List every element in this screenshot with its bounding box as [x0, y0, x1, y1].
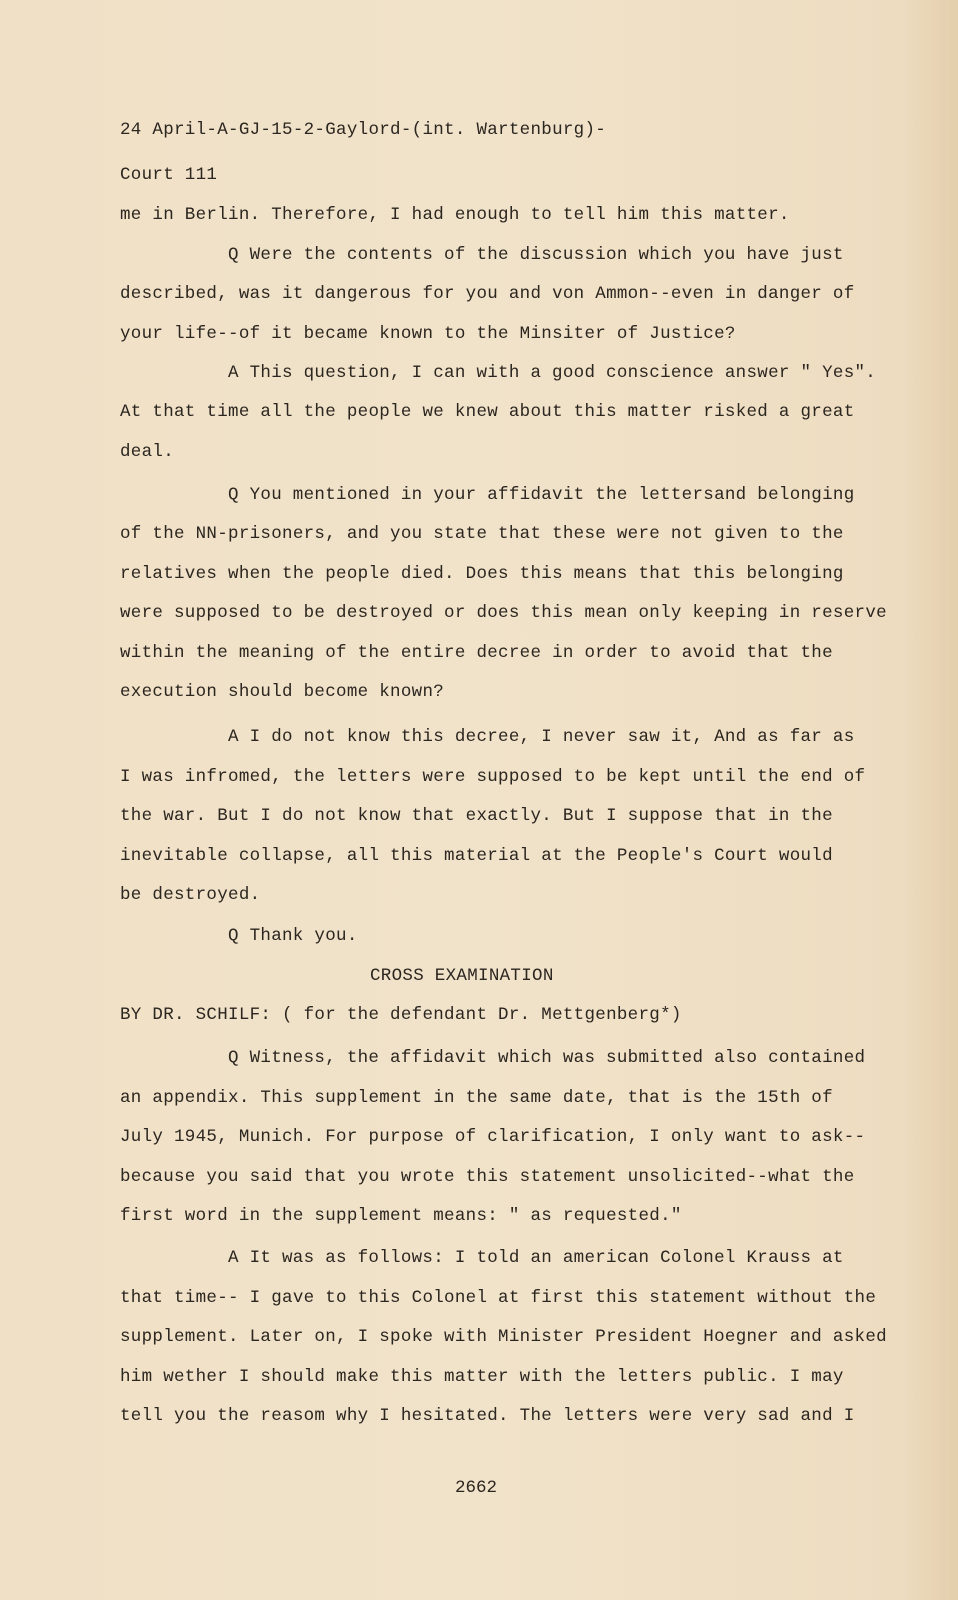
text-line: that time-- I gave to this Colonel at first this statement without the: [120, 1288, 877, 1308]
text-line: deal.: [120, 442, 175, 462]
text-line: described, was it dangerous for you and von Ammon--even in danger of: [120, 284, 855, 304]
text-line: were supposed to be destroyed or does this mean only keeping in reserve: [120, 603, 887, 623]
page-number: 2662: [455, 1478, 498, 1498]
text-line: first word in the supplement means: " as requested.": [120, 1206, 682, 1226]
text-line: within the meaning of the entire decree in order to avoid that the: [120, 643, 833, 663]
text-line: A I do not know this decree, I never saw it, And as far as: [228, 727, 855, 747]
text-line: him wether I should make this matter with the letters public. I may: [120, 1367, 844, 1387]
text-line: be destroyed.: [120, 885, 261, 905]
text-line: I was infromed, the letters were supposed to be kept until the end of: [120, 767, 866, 787]
text-line: execution should become known?: [120, 682, 445, 702]
text-line: At that time all the people we knew about this matter risked a great: [120, 402, 855, 422]
text-line: A It was as follows: I told an american Colonel Krauss at: [228, 1248, 844, 1268]
text-line: Q Witness, the affidavit which was submitted also contained: [228, 1048, 866, 1068]
text-line: relatives when the people died. Does this means that this belonging: [120, 564, 844, 584]
text-line: BY DR. SCHILF: ( for the defendant Dr. Mettgenberg*): [120, 1005, 682, 1025]
text-line: July 1945, Munich. For purpose of clarification, I only want to ask--: [120, 1127, 866, 1147]
text-line: inevitable collapse, all this material at the People's Court would: [120, 846, 833, 866]
text-line: Q Were the contents of the discussion which you have just: [228, 245, 844, 265]
text-line: the war. But I do not know that exactly. But I suppose that in the: [120, 806, 833, 826]
text-line: supplement. Later on, I spoke with Minister President Hoegner and asked: [120, 1327, 887, 1347]
text-line: of the NN-prisoners, and you state that these were not given to the: [120, 524, 844, 544]
text-line: A This question, I can with a good conscience answer " Yes".: [228, 363, 877, 383]
header-line-2: Court 111: [120, 165, 218, 185]
text-line: me in Berlin. Therefore, I had enough to tell him this matter.: [120, 205, 790, 225]
header-line-1: 24 April-A-GJ-15-2-Gaylord-(int. Wartenburg)-: [120, 120, 607, 140]
section-heading: CROSS EXAMINATION: [370, 966, 554, 986]
text-line: an appendix. This supplement in the same date, that is the 15th of: [120, 1088, 833, 1108]
text-line: your life--of it became known to the Minsiter of Justice?: [120, 324, 736, 344]
text-line: Q Thank you.: [228, 926, 358, 946]
text-line: Q You mentioned in your affidavit the lettersand belonging: [228, 485, 855, 505]
text-line: because you said that you wrote this statement unsolicited--what the: [120, 1167, 855, 1187]
text-line: tell you the reasom why I hesitated. The letters were very sad and I: [120, 1406, 855, 1426]
